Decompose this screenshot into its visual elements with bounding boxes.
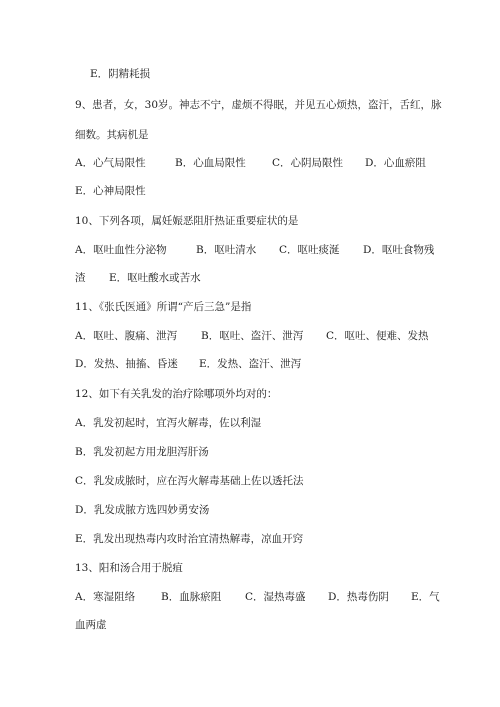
q13-stem: 13、阳和汤合用于脱疽 [75,562,183,574]
q12-option-e: E．乳发出现热毒内攻时治宜清热解毒，凉血开窍 [75,533,304,545]
q10-stem: 10、下列各项，属妊娠恶阻肝热证重要症状的是 [75,215,299,227]
q10-option-b: B．呕吐清水 [196,244,257,256]
q13-option-d: D．热毒伤阴 [328,591,389,603]
q9-option-a: A．心气局限性 [75,157,146,169]
q10-option-d-wrap: 渣 [75,272,86,284]
q13-option-e: E．气 [411,591,440,603]
q11-option-b: B．呕吐、盗汗、泄泻 [201,330,304,342]
q10-option-a: A．呕吐血性分泌物 [75,244,167,256]
q9-option-e: E．心神局限性 [75,185,146,197]
q9-option-d: D．心血瘀阻 [365,157,426,169]
q11-option-e: E．发热、盗汗、泄泻 [199,358,302,370]
q10-option-d: D．呕吐食物残 [363,244,435,256]
q8-option-e: E．阴精耗损 [90,68,151,80]
q10-option-e: E．呕吐酸水或苦水 [109,272,201,284]
q9-option-c: C．心阴局限性 [272,157,344,169]
q12-option-d: D．乳发成脓方选四妙勇安汤 [75,504,210,516]
q12-option-a: A．乳发初起时，宜泻火解毒，佐以利湿 [75,417,262,429]
q12-option-c: C．乳发成脓时，应在泻火解毒基础上佐以透托法 [75,475,304,487]
q10-option-c: C．呕吐痰涎 [279,244,340,256]
q11-option-c: C．呕吐、便难、发热 [326,330,429,342]
q13-option-b: B．血脉瘀阻 [161,591,222,603]
q13-option-c: C．湿热毒盛 [245,591,306,603]
q9-stem-line2: 细数。其病机是 [75,129,149,141]
q9-option-b: B．心血局限性 [175,157,246,169]
q13-option-a: A．寒湿阻络 [75,591,136,603]
q11-option-d: D．发热、抽搐、昏迷 [75,358,178,370]
q12-option-b: B．乳发初起方用龙胆泻肝汤 [75,446,209,458]
q13-option-e-wrap: 血两虚 [75,619,107,631]
q11-option-a: A．呕吐、腹痛、泄泻 [75,330,178,342]
q9-stem-line1: 9、患者，女，30岁。神志不宁，虚烦不得眠，并见五心烦热，盗汗，舌红，脉 [75,99,442,111]
q12-stem: 12、如下有关乳发的治疗除哪项外均对的： [75,388,278,400]
q11-stem: 11、《张氏医通》所谓“产后三急”是指 [75,301,252,313]
